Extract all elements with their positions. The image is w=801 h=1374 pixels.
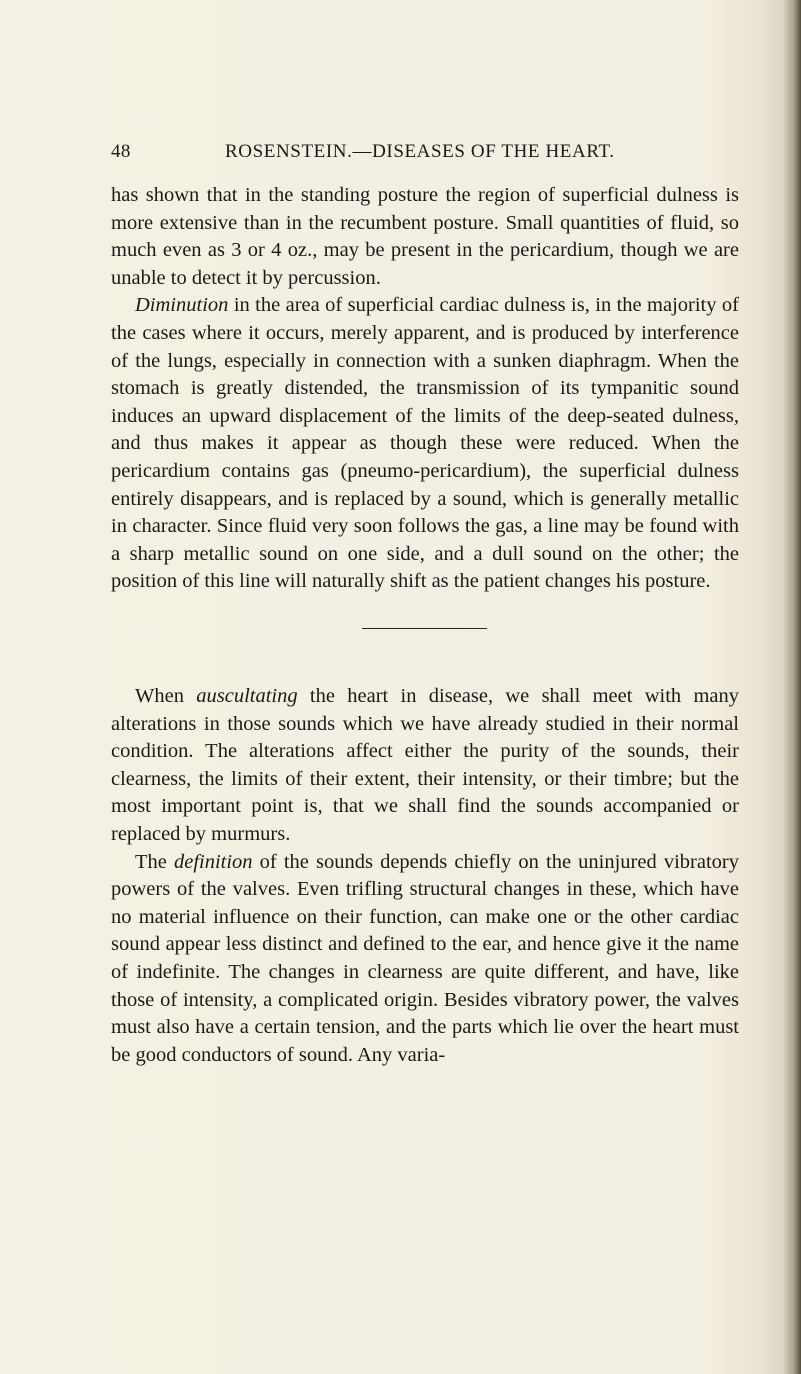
text-block-percussion [111,182,739,596]
page-edge-shadow [783,0,801,1374]
running-head: ROSENSTEIN.—DISEASES OF THE HEART. [225,141,615,162]
paragraph-auscultating-text: the heart in disease, we shall meet with many alterations in those sounds which we have already studied in their normal condition. The alterations affect either the purity of the sounds, their clearness, the limits of their extent, their intensity, or their timbre; but the most important point is, that we shall find the sounds accompanied or replaced by murmurs. [111,685,739,845]
page-header [111,141,741,165]
paragraph-auscultating [111,683,739,849]
paragraph-definition-text: of the sounds depends chiefly on the uninjured vibratory powers of the valves. Even trifling structural changes in these, which have no material influence on their function, can make one or the other cardiac sound appear less distinct and defined to the ear, and hence give it the name of indefinite. The changes in clearness are quite different, and have, like those of intensity, a complicated origin. Besides vibratory power, the valves must also have a certain tension, and the parts which lie over the heart must be good conductors of sound. Any varia- [111,850,739,1066]
page-number: 48 [111,141,131,162]
paragraph-definition [111,849,739,1070]
italic-term-diminution: Diminution [135,294,229,317]
text-block-auscultation [111,683,739,1069]
italic-term-definition: definition [173,850,253,873]
paragraph-continued: has shown that in the standing posture the region of superficial dulness is more extensive than in the recumbent posture. Small quantities of fluid, so much even as 3 or 4 oz., may be present in the pericardium, though we are unable to detect it by percussion. [111,184,739,289]
italic-term-auscultating: auscultating [196,685,298,707]
paragraph-diminution-text: in the area of superficial cardiac dulness is, in the majority of the cases where it occurs, merely apparent, and is produced by interference of the lungs, especially in connection with a sunken diaphragm. When the stomach is greatly distended, the transmission of its tympanitic sound induces an upward displacement of the limits of the deep-seated dulness, and thus makes it appear as though these were reduced. When the pericardium contains gas (pneumo-pericardium), the superficial dulness entirely disappears, and is replaced by a sound, which is generally metallic in character. Since fluid very soon follows the gas, a line may be found with a sharp metallic sound on one side, and a dull sound on the other; the position of this line will naturally shift as the patient changes his posture. [111,294,739,593]
paragraph-auscultating-lead: When [135,685,197,707]
section-divider [362,628,487,629]
paragraph-diminution [111,292,739,596]
paragraph-definition-lead: The [135,850,174,873]
